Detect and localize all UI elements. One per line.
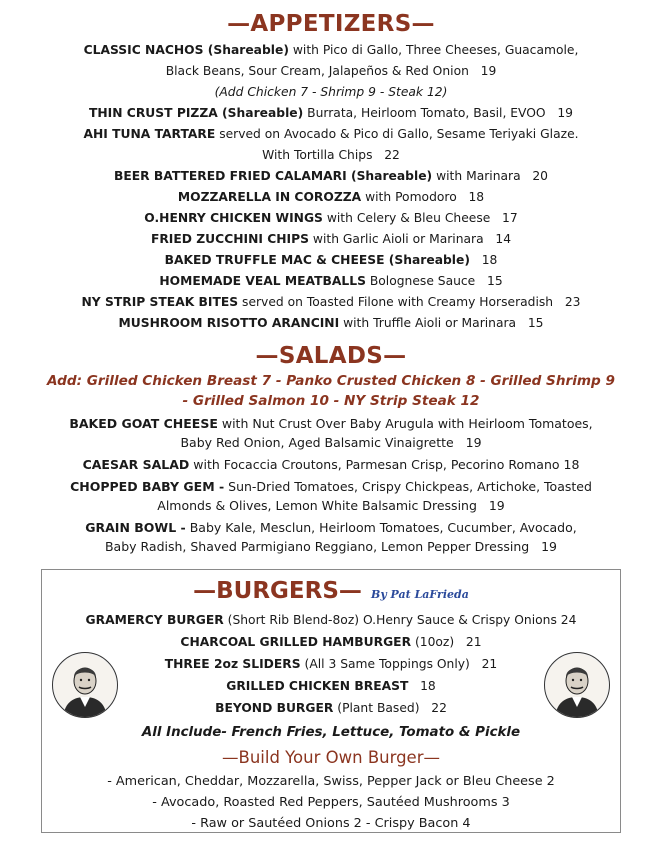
item-desc: with Garlic Aioli or Marinara (309, 232, 484, 246)
item-name: BAKED TRUFFLE MAC & CHEESE (Shareable) (164, 253, 470, 267)
menu-item-gramercy-burger (42, 609, 620, 631)
item-name: CAESAR SALAD (82, 457, 190, 472)
item-name: GRILLED CHICKEN BREAST (226, 679, 409, 693)
menu-item-goat-cheese (0, 414, 662, 452)
item-desc: served on Avocado & Pico di Gallo, Sesame Teriyaki Glaze. (215, 127, 579, 141)
item-name: GRAIN BOWL - (85, 520, 186, 535)
item-name: FRIED ZUCCHINI CHIPS (150, 232, 309, 246)
salads-heading: —SALADS— (255, 343, 407, 369)
salad-add-ons-line-1: Add: Grilled Chicken Breast 7 - Panko Crusted Chicken 8 - Grilled Shrimp 9 (47, 373, 615, 389)
menu-item-ahi-tuna-tartare (0, 124, 662, 166)
item-desc: with Pomodoro (361, 190, 457, 204)
item-desc-2: Baby Radish, Shaved Parmigiano Reggiano, Lemon Pepper Dressing (104, 539, 530, 554)
menu-item-truffle-mac (0, 250, 662, 271)
menu-item-zucchini-chips (0, 229, 662, 250)
burgers-list (42, 609, 620, 719)
item-price: 23 (564, 295, 581, 309)
portrait-illustration (52, 652, 118, 718)
item-name: AHI TUNA TARTARE (83, 127, 216, 141)
item-desc: Bolognese Sauce (365, 274, 476, 288)
item-price: 22 (431, 701, 447, 715)
appetizers-list (0, 40, 662, 334)
item-desc: with Truffle Aioli or Marinara (339, 316, 517, 330)
menu-item-thin-crust-pizza (0, 103, 662, 124)
item-price: 18 (420, 679, 436, 693)
item-price: 15 (487, 274, 503, 288)
item-name: NY STRIP STEAK BITES (81, 295, 239, 309)
item-price: 20 (532, 169, 549, 183)
item-price: 19 (557, 106, 573, 120)
item-desc-2: Almonds & Olives, Lemon White Balsamic Dressing (157, 498, 477, 513)
item-price: 18 (481, 253, 498, 267)
burgers-heading-row (42, 577, 620, 609)
menu-item-fried-calamari (0, 166, 662, 187)
item-name: CHOPPED BABY GEM - (70, 479, 225, 494)
burgers-byline: By Pat LaFrieda (371, 588, 469, 601)
topping-option: - Raw or Sautéed Onions 2 - Crispy Bacon 4 (191, 816, 471, 831)
menu-item-classic-nachos (0, 40, 662, 103)
build-your-own-heading: —Build Your Own Burger— (222, 748, 440, 767)
item-price: 15 (527, 316, 544, 330)
menu-item-risotto-arancini (0, 313, 662, 334)
item-desc: Burrata, Heirloom Tomato, Basil, EVOO (303, 106, 546, 120)
item-price: 18 (563, 457, 580, 472)
menu-item-beyond-burger (42, 697, 620, 719)
item-desc: Baby Kale, Mesclun, Heirloom Tomatoes, Cucumber, Avocado, (185, 520, 577, 535)
item-name: HOMEMADE VEAL MEATBALLS (159, 274, 366, 288)
build-your-own-options (42, 771, 620, 834)
salad-add-ons-line-2: - Grilled Salmon 10 - NY Strip Steak 12 (182, 393, 480, 409)
menu-item-caesar-salad (0, 455, 662, 474)
salad-add-ons (0, 371, 662, 411)
item-name: MUSHROOM RISOTTO ARANCINI (118, 316, 340, 330)
item-name: THIN CRUST PIZZA (Shareable) (88, 106, 304, 120)
item-desc-2: Black Beans, Sour Cream, Jalapeños & Red Onion (165, 64, 469, 78)
portrait-illustration (544, 652, 610, 718)
item-price: 21 (465, 635, 482, 649)
item-name: BEYOND BURGER (215, 701, 334, 715)
menu-item-steak-bites (0, 292, 662, 313)
item-name: MOZZARELLA IN COROZZA (177, 190, 362, 204)
menu-item-grilled-chicken (42, 675, 620, 697)
item-price: 19 (541, 539, 558, 554)
burgers-includes: All Include- French Fries, Lettuce, Tomato & Pickle (141, 725, 521, 740)
item-name: CLASSIC NACHOS (Shareable) (83, 43, 289, 57)
item-desc: with Celery & Bleu Cheese (322, 211, 491, 225)
burgers-heading: —BURGERS— (193, 578, 362, 604)
item-name: BEER BATTERED FRIED CALAMARI (Shareable) (113, 169, 433, 183)
menu-item-mozzarella-corozza (0, 187, 662, 208)
appetizers-heading: —APPETIZERS— (227, 11, 435, 37)
menu-item-chopped-baby-gem (0, 477, 662, 515)
item-desc: served on Toasted Filone with Creamy Horseradish (238, 295, 554, 309)
item-desc: (10oz) (411, 635, 455, 649)
item-desc-2: With Tortilla Chips (262, 148, 373, 162)
item-desc: with Nut Crust Over Baby Arugula with Heirloom Tomatoes, (217, 416, 593, 431)
topping-option: - American, Cheddar, Mozzarella, Swiss, Pepper Jack or Bleu Cheese 2 (107, 774, 555, 789)
item-price: 17 (502, 211, 518, 225)
item-price: 19 (488, 498, 505, 513)
item-name: THREE 2oz SLIDERS (164, 657, 301, 671)
item-name: CHARCOAL GRILLED HAMBURGER (180, 635, 412, 649)
item-desc: with Marinara (432, 169, 521, 183)
menu-item-veal-meatballs (0, 271, 662, 292)
item-price: 14 (495, 232, 512, 246)
item-desc-2: Baby Red Onion, Aged Balsamic Vinaigrette (180, 435, 454, 450)
item-price: 18 (468, 190, 485, 204)
item-name: O.HENRY CHICKEN WINGS (144, 211, 323, 225)
item-desc: with Pico di Gallo, Three Cheeses, Guacamole, (288, 43, 579, 57)
menu-item-sliders (42, 653, 620, 675)
salads-list (0, 414, 662, 556)
item-desc: (Plant Based) (333, 701, 420, 715)
item-note: (Add Chicken 7 - Shrimp 9 - Steak 12) (214, 85, 448, 99)
menu-item-grain-bowl (0, 518, 662, 556)
item-name: BAKED GOAT CHEESE (69, 416, 218, 431)
item-price: 19 (480, 64, 497, 78)
item-price: 21 (481, 657, 498, 671)
burgers-box (41, 569, 621, 833)
item-desc: (All 3 Same Toppings Only) (300, 657, 470, 671)
topping-option: - Avocado, Roasted Red Peppers, Sautéed Mushrooms 3 (152, 795, 510, 810)
item-name: GRAMERCY BURGER (85, 613, 224, 627)
item-price: 24 (560, 613, 577, 627)
item-desc: with Focaccia Croutons, Parmesan Crisp, Pecorino Romano (189, 457, 560, 472)
menu-item-charcoal-hamburger (42, 631, 620, 653)
menu-item-chicken-wings (0, 208, 662, 229)
item-price: 22 (384, 148, 400, 162)
item-desc: Sun-Dried Tomatoes, Crispy Chickpeas, Artichoke, Toasted (224, 479, 592, 494)
item-price: 19 (465, 435, 482, 450)
item-desc: (Short Rib Blend-8oz) O.Henry Sauce & Crispy Onions (223, 613, 557, 627)
